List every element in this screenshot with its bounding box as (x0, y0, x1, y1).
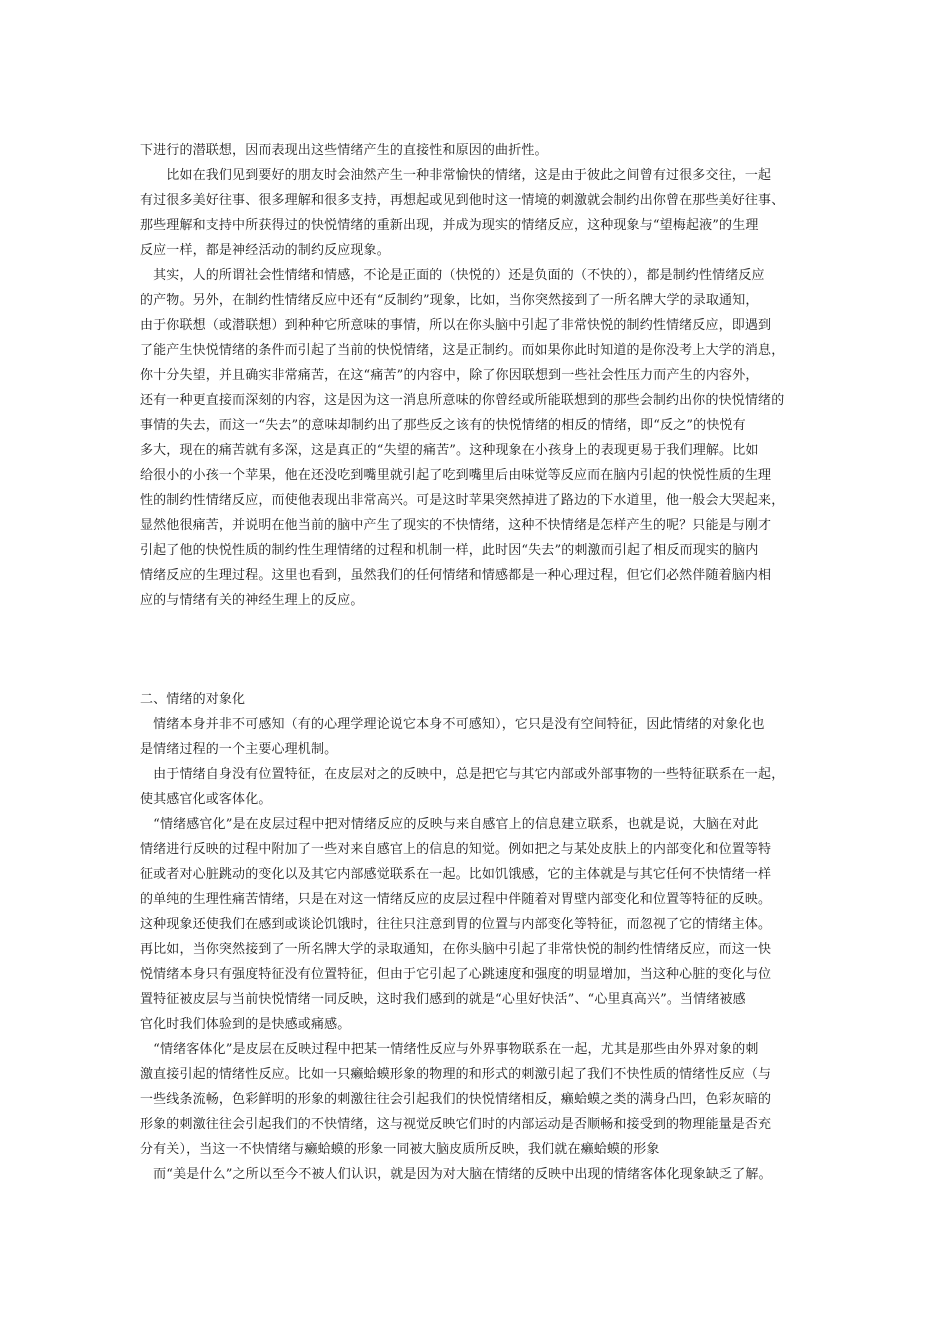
paragraph-line: 下进行的潜联想，因而表现出这些情绪产生的直接性和原因的曲折性。 (140, 143, 548, 158)
paragraph-line: 激直接引起的情绪性反应。比如一只癞蛤蟆形象的物理的和形式的刺激引起了我们不快性质的情绪性反应（与 (140, 1067, 772, 1082)
paragraph-line: 征或者对心脏跳动的变化以及其它内部感觉联系在一起。比如饥饿感，它的主体就是与其它任何不快情绪一样 (140, 867, 772, 882)
paragraph-line: 给很小的小孩一个苹果，他在还没吃到嘴里就引起了吃到嘴里后由味觉等反应而在脑内引起的快悦性质的生理 (140, 468, 772, 483)
paragraph-line: “情绪客体化”是皮层在反映过程中把某一情绪性反应与外界事物联系在一起，尤其是那些由外界对象的刺 (140, 1042, 759, 1057)
paragraph-line: 由于情绪自身没有位置特征，在皮层对之的反映中，总是把它与其它内部或外部事物的一些特征联系在一起， (140, 767, 785, 782)
paragraph-line: 情绪进行反映的过程中附加了一些对来自感官上的信息的知觉。例如把之与某处皮肤上的内部变化和位置等特 (140, 842, 772, 857)
paragraph-line: 一些线条流畅，色彩鲜明的形象的刺激往往会引起我们的快悦情绪相反，癞蛤蟆之类的满身凸凹，色彩灰暗的 (140, 1092, 772, 1107)
paragraph-line: 悦情绪本身只有强度特征没有位置特征，但由于它引起了心跳速度和强度的明显增加，当这种心脏的变化与位 (140, 967, 772, 982)
paragraph-line: 这种现象还使我们在感到或谈论饥饿时，往往只注意到胃的位置与内部变化等特征，而忽视了它的情绪主体。 (140, 917, 772, 932)
paragraph-line: “情绪感官化”是在皮层过程中把对情绪反应的反映与来自感官上的信息建立联系，也就是说，大脑在对此 (140, 817, 759, 832)
paragraph-line: 那些理解和支持中所获得过的快悦情绪的重新出现，并成为现实的情绪反应，这种现象与“望梅起液”的生理 (140, 218, 759, 233)
paragraph-line: 了能产生快悦情绪的条件而引起了当前的快悦情绪，这是正制约。而如果你此时知道的是你没考上大学的消息， (140, 343, 785, 358)
paragraph-line: 形象的刺激往往会引起我们的不快情绪，这与视觉反映它们时的内部运动是否顺畅和接受到的物理能量是否充 (140, 1117, 772, 1132)
paragraph-line: 的单纯的生理性痛苦情绪，只是在对这一情绪反应的皮层过程中伴随着对胃壁内部变化和位置等特征的反映。 (140, 892, 772, 907)
paragraph-line: 比如在我们见到要好的朋友时会油然产生一种非常愉快的情绪，这是由于彼此之间曾有过很多交往，一起 (140, 168, 772, 183)
paragraph-line: 反应一样，都是神经活动的制约反应现象。 (140, 243, 390, 258)
paragraph-line: 而“美是什么”之所以至今不被人们认识，就是因为对大脑在情绪的反映中出现的情绪客体化现象缺乏了解。 (140, 1167, 772, 1182)
paragraph-line: 其实，人的所谓社会性情绪和情感，不论是正面的（快悦的）还是负面的（不快的），都是制约性情绪反应 (140, 268, 765, 283)
paragraph-line: 置特征被皮层与当前快悦情绪一同反映，这时我们感到的就是“心里好快活”、“心里真高兴”。当情绪被感 (140, 992, 746, 1007)
paragraph-line: 官化时我们体验到的是快感或痛感。 (140, 1017, 351, 1032)
paragraph-line: 引起了他的快悦性质的制约性生理情绪的过程和机制一样，此时因“失去”的刺激而引起了相反而现实的脑内 (140, 543, 759, 558)
paragraph-line: 显然他很痛苦，并说明在他当前的脑中产生了现实的不快情绪，这种不快情绪是怎样产生的呢？只能是与刚才 (140, 518, 772, 533)
paragraph-line: 有过很多美好往事、很多理解和很多支持，再想起或见到他时这一情境的刺激就会制约出你曾在那些美好往事、 (140, 193, 785, 208)
paragraph-line: 性的制约性情绪反应，而使他表现出非常高兴。可是这时苹果突然掉进了路边的下水道里，他一般会大哭起来， (140, 493, 785, 508)
paragraph-line: 由于你联想（或潜联想）到种种它所意味的事情，所以在你头脑中引起了非常快悦的制约性情绪反应，即遇到 (140, 318, 772, 333)
paragraph-line: 事情的失去，而这一“失去”的意味却制约出了那些反之该有的快悦情绪的相反的情绪，即“反之”的快悦有 (140, 418, 746, 433)
paragraph-line: 再比如，当你突然接到了一所名牌大学的录取通知，在你头脑中引起了非常快悦的制约性情绪反应，而这一快 (140, 942, 772, 957)
paragraph-line: 分有关），当这一不快情绪与癞蛤蟆的形象一同被大脑皮质所反映，我们就在癞蛤蟆的形象 (140, 1142, 660, 1157)
paragraph-line: 情绪本身并非不可感知（有的心理学理论说它本身不可感知），它只是没有空间特征，因此情绪的对象化也 (140, 717, 765, 732)
paragraph-line: 是情绪过程的一个主要心理机制。 (140, 742, 338, 757)
paragraph-line: 还有一种更直接而深刻的内容，这是因为这一消息所意味的你曾经或所能联想到的那些会制约出你的快悦情绪的 (140, 393, 785, 408)
paragraph-line: 应的与情绪有关的神经生理上的反应。 (140, 593, 364, 608)
section-heading: 二、情绪的对象化 (140, 692, 246, 707)
paragraph-line: 情绪反应的生理过程。这里也看到，虽然我们的任何情绪和情感都是一种心理过程，但它们必然伴随着脑内相 (140, 568, 772, 583)
paragraph-line: 的产物。另外，在制约性情绪反应中还有“反制约”现象，比如，当你突然接到了一所名牌大学的录取通知， (140, 293, 759, 308)
paragraph-line: 多大，现在的痛苦就有多深，这是真正的“失望的痛苦”。这种现象在小孩身上的表现更易于我们理解。比如 (140, 443, 759, 458)
paragraph-line: 你十分失望，并且确实非常痛苦，在这“痛苦”的内容中，除了你因联想到一些社会性压力而产生的内容外， (140, 368, 759, 383)
paragraph-line: 使其感官化或客体化。 (140, 792, 272, 807)
